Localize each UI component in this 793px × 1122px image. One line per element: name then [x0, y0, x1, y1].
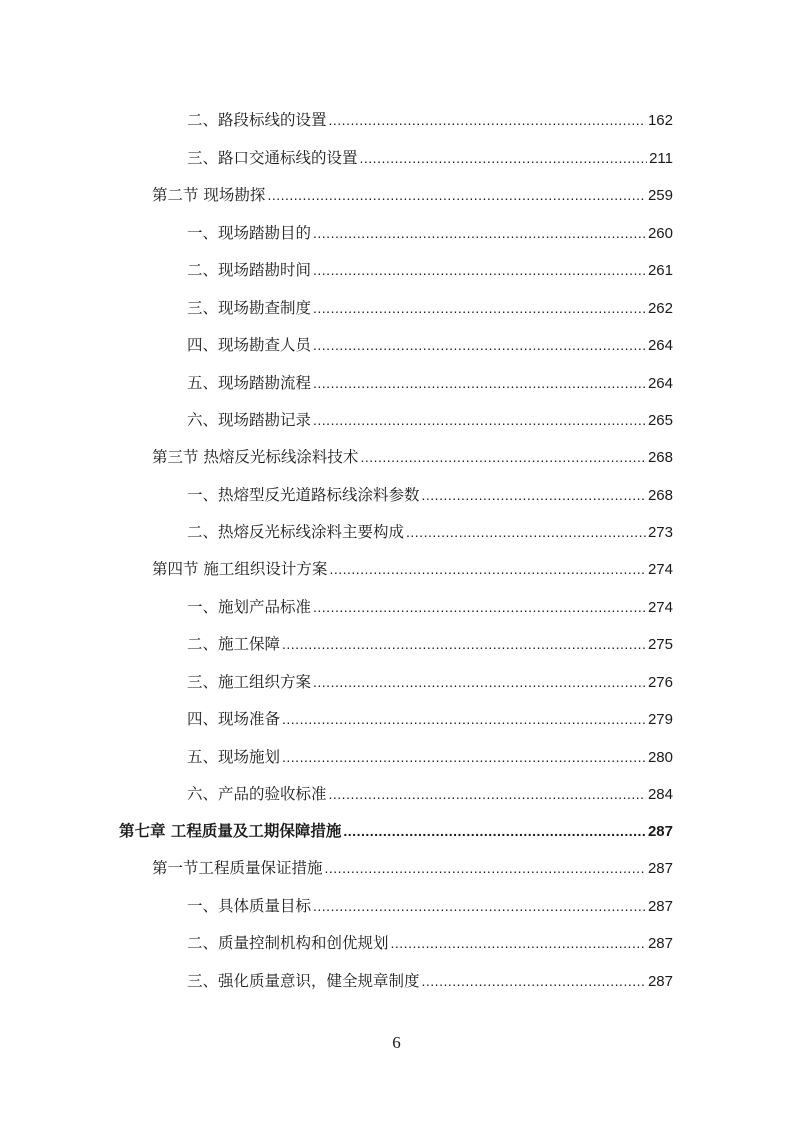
toc-subsection-entry[interactable] — [187, 784, 673, 804]
toc-section-entry[interactable] — [152, 559, 673, 579]
toc-subsection-entry[interactable] — [187, 335, 673, 355]
dot-leader — [360, 148, 648, 168]
toc-entry-title: 二、现场踏勘时间 — [187, 261, 312, 279]
toc-entry-page-number: 287 — [647, 898, 673, 915]
dot-leader — [313, 597, 646, 617]
dot-leader — [360, 447, 646, 467]
dot-leader — [313, 896, 646, 916]
dot-leader — [267, 185, 646, 205]
toc-entry-page-number: 276 — [647, 674, 673, 691]
toc-entry-title: 一、现场踏勘目的 — [187, 224, 312, 242]
toc-subsection-entry[interactable] — [187, 298, 673, 318]
toc-subsection-entry[interactable] — [187, 747, 673, 767]
dot-leader — [329, 784, 646, 804]
toc-entry-page-number: 260 — [647, 225, 673, 242]
toc-entry-page-number: 265 — [647, 412, 673, 429]
toc-entry-page-number: 284 — [647, 786, 673, 803]
dot-leader — [313, 672, 646, 692]
toc-entry-title: 一、具体质量目标 — [187, 897, 312, 915]
toc-entry-title: 五、现场施划 — [187, 748, 281, 766]
toc-entry-page-number: 273 — [647, 524, 673, 541]
dot-leader — [406, 522, 646, 542]
toc-section-entry[interactable] — [152, 858, 673, 878]
toc-entry-title: 二、热熔反光标线涂料主要构成 — [187, 523, 405, 541]
dot-leader — [329, 110, 646, 130]
dot-leader — [329, 559, 646, 579]
toc-entry-page-number: 274 — [647, 599, 673, 616]
dot-leader — [422, 485, 646, 505]
page-number: 6 — [392, 1033, 401, 1052]
toc-entry-title: 三、现场勘查制度 — [187, 299, 312, 317]
toc-entry-title: 五、现场踏勘流程 — [187, 374, 312, 392]
toc-entry-title: 第七章 工程质量及工期保障措施 — [119, 822, 342, 840]
toc-entry-title: 六、现场踏勘记录 — [187, 411, 312, 429]
toc-subsection-entry[interactable] — [187, 971, 673, 991]
toc-section-entry[interactable] — [152, 185, 673, 205]
toc-entry-page-number: 275 — [647, 636, 673, 653]
dot-leader — [313, 373, 646, 393]
toc-entry-page-number: 261 — [647, 262, 673, 279]
toc-entry-title: 四、现场准备 — [187, 710, 281, 728]
dot-leader — [313, 410, 646, 430]
toc-entry-page-number: 287 — [647, 860, 673, 877]
toc-entry-page-number: 279 — [647, 711, 673, 728]
toc-entry-title: 二、施工保障 — [187, 635, 281, 653]
toc-entry-page-number: 264 — [647, 375, 673, 392]
toc-subsection-entry[interactable] — [187, 260, 673, 280]
toc-subsection-entry[interactable] — [187, 410, 673, 430]
toc-subsection-entry[interactable] — [187, 672, 673, 692]
toc-subsection-entry[interactable] — [187, 223, 673, 243]
toc-subsection-entry[interactable] — [187, 896, 673, 916]
dot-leader — [325, 858, 646, 878]
toc-entry-page-number: 264 — [647, 337, 673, 354]
dot-leader — [391, 933, 646, 953]
toc-entry-title: 一、施划产品标准 — [187, 598, 312, 616]
toc-entry-page-number: 280 — [647, 749, 673, 766]
toc-entry-title: 四、现场勘查人员 — [187, 336, 312, 354]
toc-entry-title: 二、路段标线的设置 — [187, 111, 327, 129]
toc-entry-title: 三、施工组织方案 — [187, 673, 312, 691]
toc-chapter-entry[interactable] — [119, 821, 673, 841]
toc-entry-page-number: 262 — [647, 300, 673, 317]
dot-leader — [313, 260, 646, 280]
toc-subsection-entry[interactable] — [187, 110, 673, 130]
toc-subsection-entry[interactable] — [187, 634, 673, 654]
toc-subsection-entry[interactable] — [187, 597, 673, 617]
toc-entry-title: 二、质量控制机构和创优规划 — [187, 934, 389, 952]
toc-entry-page-number: 259 — [647, 187, 673, 204]
toc-entry-title: 第二节 现场勘探 — [152, 186, 266, 204]
toc-entry-page-number: 268 — [647, 487, 673, 504]
toc-subsection-entry[interactable] — [187, 933, 673, 953]
toc-section-entry[interactable] — [152, 447, 673, 467]
toc-entry-page-number: 274 — [647, 561, 673, 578]
toc-entry-title: 三、路口交通标线的设置 — [187, 149, 358, 167]
toc-entry-page-number: 287 — [647, 973, 673, 990]
toc-subsection-entry[interactable] — [187, 709, 673, 729]
toc-entry-title: 第一节工程质量保证措施 — [152, 859, 323, 877]
dot-leader — [422, 971, 646, 991]
toc-entry-page-number: 287 — [647, 935, 673, 952]
dot-leader — [313, 335, 646, 355]
dot-leader — [282, 709, 646, 729]
dot-leader — [313, 298, 646, 318]
toc-entry-page-number: 211 — [649, 150, 673, 167]
toc-entry-page-number: 162 — [647, 112, 673, 129]
toc-subsection-entry[interactable] — [187, 522, 673, 542]
dot-leader — [282, 634, 646, 654]
dot-leader — [282, 747, 646, 767]
dot-leader — [343, 821, 646, 841]
toc-entry-title: 第三节 热熔反光标线涂料技术 — [152, 448, 359, 466]
toc-subsection-entry[interactable] — [187, 485, 673, 505]
toc-entry-page-number: 287 — [647, 823, 673, 840]
toc-entry-title: 三、强化质量意识，健全规章制度 — [187, 972, 420, 990]
toc-entry-title: 第四节 施工组织设计方案 — [152, 560, 328, 578]
toc-subsection-entry[interactable] — [187, 373, 673, 393]
toc-entry-page-number: 268 — [647, 449, 673, 466]
toc-entry-title: 一、热熔型反光道路标线涂料参数 — [187, 486, 420, 504]
dot-leader — [313, 223, 646, 243]
toc-entry-title: 六、产品的验收标准 — [187, 785, 327, 803]
toc-subsection-entry[interactable] — [187, 148, 673, 168]
